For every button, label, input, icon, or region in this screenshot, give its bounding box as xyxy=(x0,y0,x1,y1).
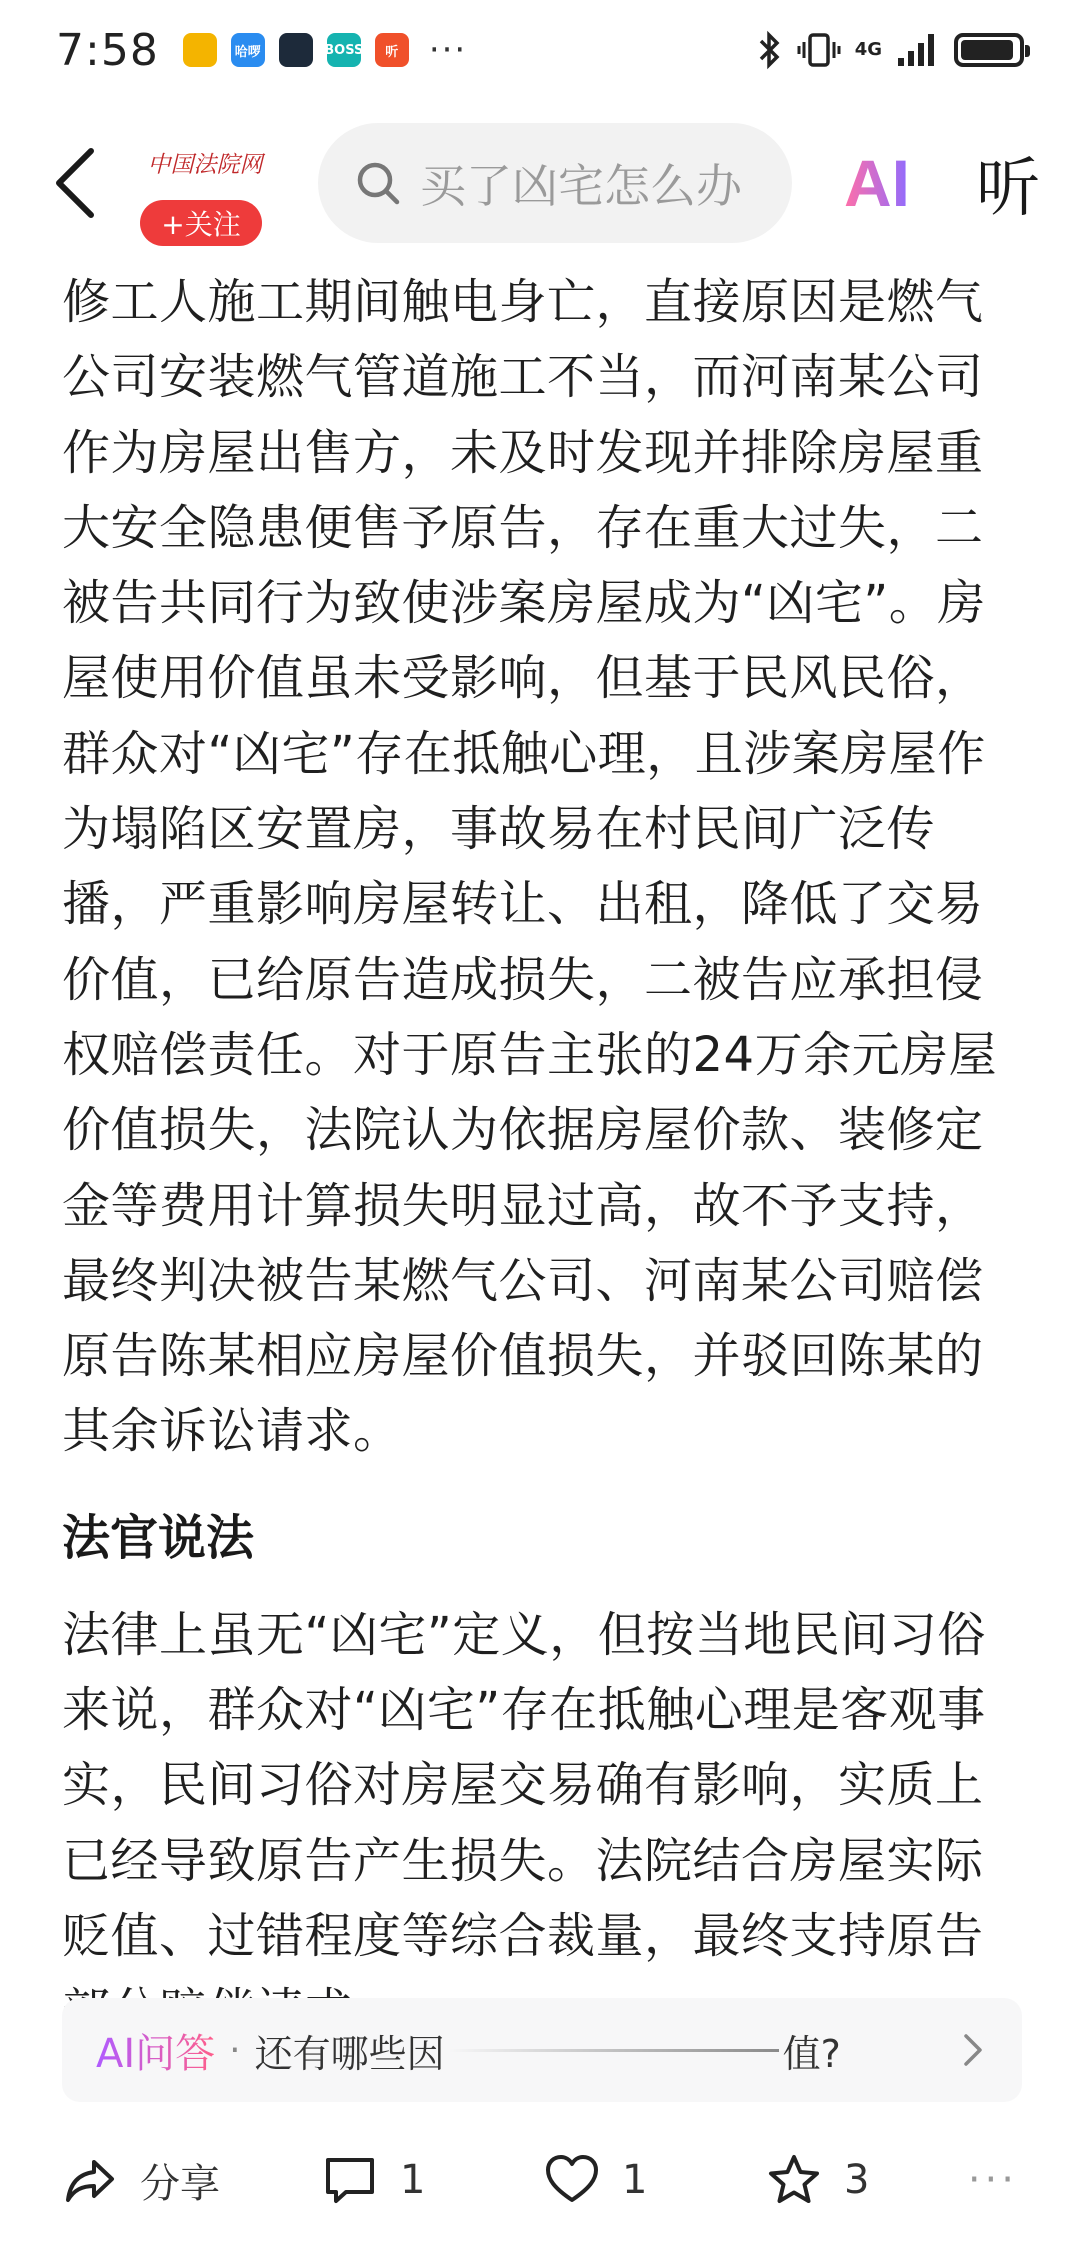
article-body xyxy=(62,265,1022,2050)
star-icon xyxy=(766,2152,822,2208)
article-paragraph: 修工人施工期间触电身亡，直接原因是燃气公司安装燃气管道施工不当，而河南某公司作为房屋出售方，未及时发现并排除房屋重大安全隐患便售予原告，存在重大过失，二被告共同行为致使涉案房屋成为“凶宅”。房屋使用价值虽未受影响，但基于民风民俗，群众对“凶宅”存在抵触心理，且涉案房屋作为塌陷区安置房，事故易在村民间广泛传播，严重影响房屋转让、出租，降低了交易价值，已给原告造成损失，二被告应承担侵权赔偿责任。对于原告主张的24万余元房屋价值损失，法院认为依据房屋价款、装修定金等费用计算损失明显过高，故不予支持，最终判决被告某燃气公司、河南某公司赔偿原告陈某相应房屋价值损失，并驳回陈某的其余诉讼请求。 xyxy=(62,274,998,1460)
share-label: 分享 xyxy=(140,2160,220,2207)
vibrate-icon xyxy=(797,30,841,70)
publisher-logo[interactable]: 中国法院网 xyxy=(140,118,270,206)
search-bar[interactable] xyxy=(318,123,792,243)
dark-app-icon xyxy=(279,33,313,67)
more-options-button[interactable]: ··· xyxy=(967,2157,1018,2203)
chevron-right-icon xyxy=(958,2030,988,2070)
system-status xyxy=(757,30,1024,70)
weibo-icon xyxy=(183,33,217,67)
ai-question-text xyxy=(255,2023,841,2078)
status-bar xyxy=(0,0,1080,100)
heart-icon xyxy=(544,2152,600,2208)
article-paragraph: 法律上虽无“凶宅”定义，但按当地民间习俗来说，群众对“凶宅”存在抵触心理是客观事实，民间习俗对房屋交易确有影响，实质上已经导致原告产生损失。法院结合房屋实际贬值、过错程度等综合裁量，最终支持原告 xyxy=(62,1606,986,1964)
ai-question-start: 还有哪些因 xyxy=(254,2031,445,2076)
ai-question-bar[interactable] xyxy=(62,1998,1022,2102)
more-notifications-icon: ··· xyxy=(428,30,468,70)
ai-button[interactable]: AI xyxy=(844,146,910,220)
status-time: 7:58 xyxy=(56,24,159,76)
bottom-action-bar xyxy=(0,2130,1080,2230)
notification-icons xyxy=(183,30,467,70)
listen-button[interactable]: 听 xyxy=(976,152,1040,226)
like-button[interactable] xyxy=(544,2152,766,2208)
share-button[interactable] xyxy=(62,2152,322,2209)
battery-icon xyxy=(954,33,1024,67)
bluetooth-icon xyxy=(757,30,783,70)
ai-question-end: 值? xyxy=(782,2031,841,2076)
network-type: 4G xyxy=(854,39,882,60)
separator-dot: · xyxy=(229,2029,241,2071)
ai-qa-tag: AI问答 xyxy=(96,2022,215,2079)
favorite-button[interactable] xyxy=(766,2152,966,2208)
follow-button[interactable]: +关注 xyxy=(140,200,262,246)
share-icon xyxy=(62,2152,118,2208)
like-count: 1 xyxy=(622,2157,648,2203)
boss-app-icon: BOSS xyxy=(327,33,361,67)
typing-indicator-line xyxy=(449,2049,779,2052)
halo-app-icon: 哈啰 xyxy=(231,33,265,67)
favorite-count: 3 xyxy=(844,2157,870,2203)
search-placeholder: 买了凶宅怎么办 xyxy=(420,159,742,213)
section-title: 法官说法 xyxy=(62,1509,255,1566)
battery-level xyxy=(961,40,1013,60)
back-button[interactable] xyxy=(40,143,110,223)
ting-app-icon: 听 xyxy=(375,33,409,67)
chevron-left-icon xyxy=(53,147,97,219)
signal-icon xyxy=(896,30,940,70)
search-icon xyxy=(354,159,402,207)
comment-count: 1 xyxy=(400,2157,426,2203)
publisher[interactable] xyxy=(140,118,270,248)
comment-button[interactable] xyxy=(322,2152,544,2208)
article-header xyxy=(0,108,1080,258)
comment-icon xyxy=(322,2152,378,2208)
